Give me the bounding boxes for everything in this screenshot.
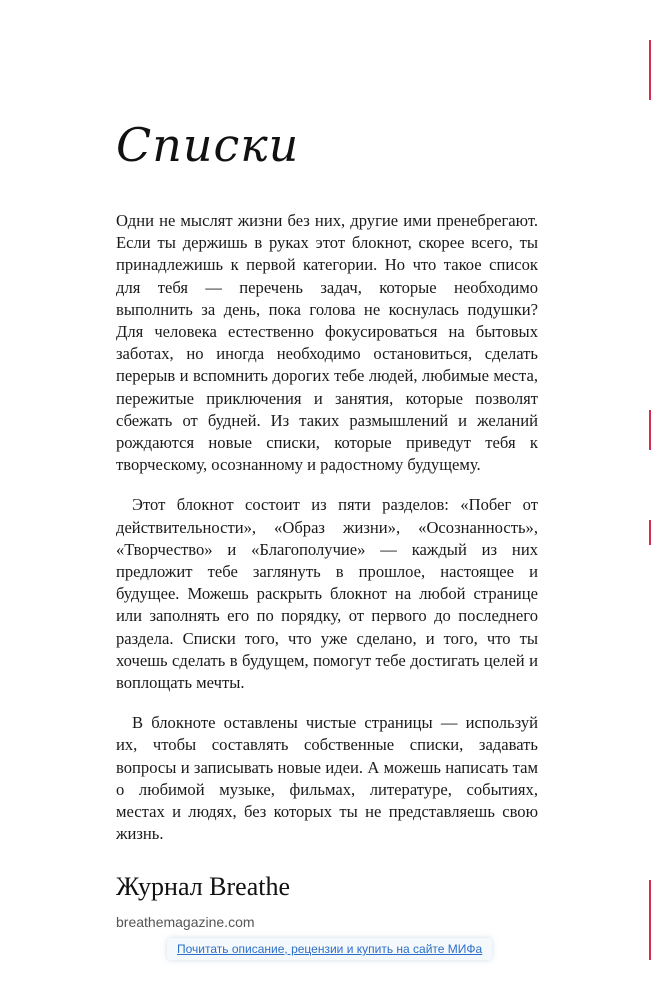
body-text — [116, 210, 538, 863]
paragraph-3: В блокноте оставлены чистые страницы — используй их, чтобы составлять собственные списки, задавать вопросы и записывать новые идеи. А можешь написать там о любимой музыке, фильмах, литературе, событиях, местах и людях, без которых ты не представляешь свою жизнь. — [116, 713, 538, 844]
paragraph-1: Одни не мыслят жизни без них, другие ими пренебрегают. Если ты держишь в руках этот блокнот, скорее всего, ты принадлежишь к первой категории. Но что такое список для тебя — перечень задач, которые необходимо выполнить за день, пока голова не коснулась подушки? Для человека естественно фокусироваться на бытовых заботах, но иногда необходимо остановиться, сделать перерыв и вспомнить дорогих тебе людей, любимые места, пережитые приключения и занятия, которые позволят сбежать от будней. Из таких размышлений и желаний рождаются новые списки, которые приведут тебя к творческому, осознанному и радостному будущему. — [116, 211, 538, 475]
buy-link[interactable]: Почитать описание, рецензии и купить на сайте МИФа — [167, 938, 492, 960]
website-text: breathemagazine.com — [116, 914, 255, 930]
paragraph-2: Этот блокнот состоит из пяти разделов: «Побег от действительности», «Образ жизни», «Осознанность», «Творчество» и «Благополучие» — каждый из них предложит тебе заглянуть в прошлое, настоящее и будущее. Можешь раскрыть блокнот на любой странице или заполнять его по порядку, от первого до последнего раздела. Списки того, что уже сделано, и того, что ты хочешь сделать в будущем, помогут тебе достигать целей и воплощать мечты. — [116, 495, 538, 693]
page-title: Списки — [116, 118, 300, 172]
author-signature: Журнал Breathe — [116, 872, 291, 901]
